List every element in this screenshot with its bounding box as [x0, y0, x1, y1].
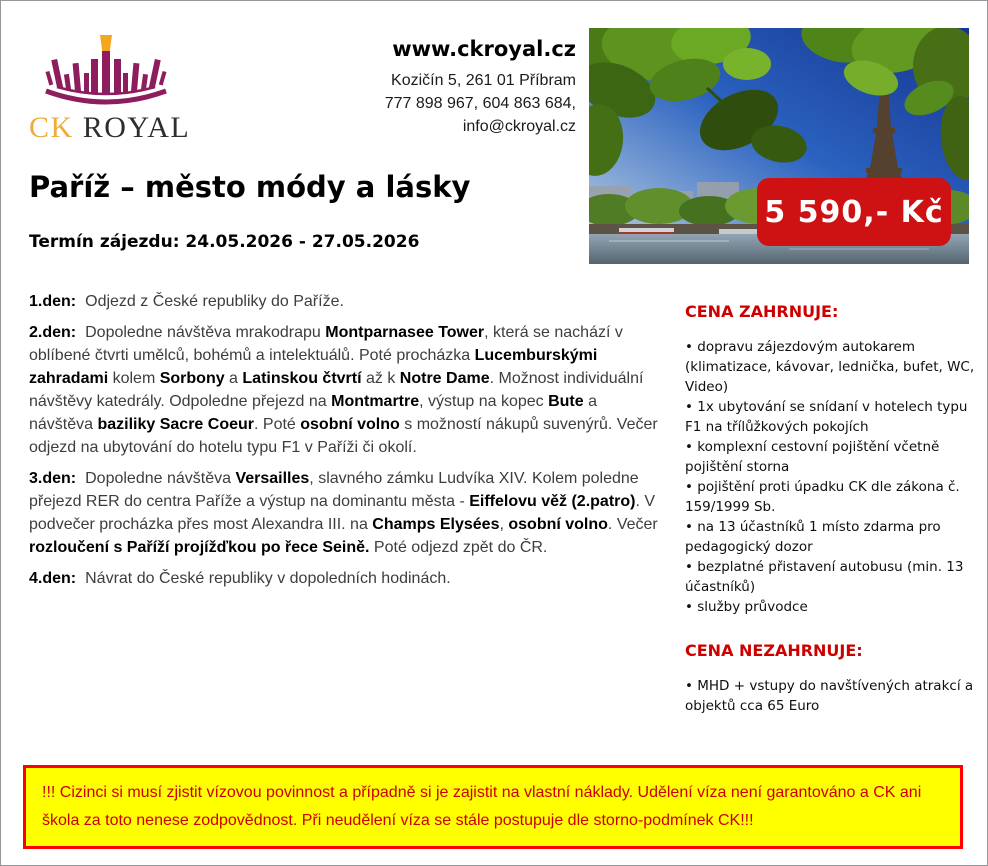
page-title: Paříž – město módy a lásky: [29, 170, 471, 204]
bullet-item: • pojištění proti úpadku CK dle zákona č. 159/1999 Sb.: [685, 479, 960, 515]
contact-block: [256, 37, 576, 138]
bullet-item: • dopravu zájezdovým autokarem (klimatizace, kávovar, lednička, bufet, WC, Video): [685, 339, 975, 395]
day-text: s možností nákupů suvenýrů. Večer odjezd na ubytování do hotelu typu F1 v Paříži či okolí.: [29, 416, 658, 456]
trip-term: Termín zájezdu: 24.05.2026 - 27.05.2026: [29, 232, 420, 252]
day-text-bold: rozloučení s Paříží projížďkou po řece Seině.: [29, 539, 370, 556]
day-text: . Poté: [254, 416, 301, 433]
day-text: Dopoledne návštěva: [85, 470, 236, 487]
day-label: 1.den:: [29, 293, 77, 310]
day-text-bold: Sorbony: [159, 370, 225, 387]
day-text-bold: Bute: [548, 393, 584, 410]
day-text: , slavného zámku Ludvíka XIV. Kolem poledne přejezd RER do centra Paříže a výstup na dominantu města -: [29, 470, 639, 510]
day-text-bold: Montparnasee Tower: [325, 324, 485, 341]
day-text-bold: Montmartre: [331, 393, 420, 410]
bullet-item: • služby průvodce: [685, 599, 808, 615]
itinerary: [29, 290, 665, 598]
price-includes-list: [685, 337, 977, 617]
bullet-item: • bezplatné přistavení autobusu (min. 13 účastníků): [685, 559, 964, 595]
day-text: Dopoledne návštěva mrakodrapu: [85, 324, 326, 341]
bullet-item: • na 13 účastníků 1 místo zdarma pro pedagogický dozor: [685, 519, 941, 555]
day-text-bold: Latinskou čtvrtí: [242, 370, 362, 387]
day-text: , výstup na kopec: [419, 393, 549, 410]
day-text-bold: Lucemburskými zahradami: [29, 347, 598, 387]
day-text: kolem: [108, 370, 160, 387]
day-text: Poté odjezd zpět do ČR.: [369, 539, 548, 556]
day-label: 2.den:: [29, 324, 77, 341]
crown-icon: [41, 33, 171, 111]
day-text-bold: Eiffelovu věž (2.patro): [469, 493, 636, 510]
day-text: až k: [361, 370, 400, 387]
ck-royal-logo: [29, 33, 191, 145]
price-badge: 5 590,- Kč: [757, 178, 951, 246]
pricing-column: [685, 302, 977, 716]
day-text: . V podvečer procházka přes most Alexandra III. na: [29, 493, 656, 533]
bullet-item: • MHD + vstupy do navštívených atrakcí a objektů cca 65 Euro: [685, 678, 974, 714]
visa-warning-box: [23, 765, 963, 849]
logo-ck-text: CK: [29, 111, 74, 144]
logo-wordmark: [29, 111, 191, 145]
day-text-bold: osobní volno: [300, 416, 400, 433]
day-text: Odjezd z České republiky do Paříže.: [85, 293, 344, 310]
email-line[interactable]: info@ckroyal.cz: [462, 118, 576, 135]
itinerary-day: [29, 290, 665, 313]
phone-line: 777 898 967, 604 863 684,: [384, 95, 576, 112]
day-text: a návštěva: [29, 393, 597, 433]
day-text-bold: osobní volno: [508, 516, 608, 533]
website-url[interactable]: www.ckroyal.cz: [392, 37, 576, 61]
bullet-item: • komplexní cestovní pojištění včetně pojištění storna: [685, 439, 940, 475]
paris-photo: [589, 28, 969, 264]
bullet-item: • 1x ubytování se snídaní v hotelech typu F1 na třílůžkových pokojích: [685, 399, 968, 435]
day-text-bold: Notre Dame: [399, 370, 490, 387]
day-text-bold: Versailles: [235, 470, 310, 487]
price-excludes-list: [685, 676, 977, 716]
address-line: Kozičín 5, 261 01 Příbram: [391, 72, 576, 89]
day-text: . Večer: [607, 516, 658, 533]
day-text-bold: Champs Elysées: [372, 516, 500, 533]
itinerary-day: [29, 567, 665, 590]
day-text: , která se nachází v oblíbené čtvrti umělců, bohémů a intelektuálů. Poté procházka: [29, 324, 623, 364]
day-text: Návrat do České republiky v dopoledních hodinách.: [85, 570, 451, 587]
price-excludes-heading: CENA NEZAHRNUJE:: [685, 641, 863, 660]
visa-warning-text: !!! Cizinci si musí zjistit vízovou povinnost a případně si je zajistit na vlastní náklady. Udělení víza není garantováno a CK ani škola za toto nenese zodpovědnost. Při neudělení víza se stále postupuje dle storno-podmínek CK!!!: [42, 784, 922, 829]
day-text-bold: baziliky Sacre Coeur: [97, 416, 254, 433]
itinerary-day: [29, 467, 665, 559]
itinerary-day: [29, 321, 665, 459]
day-label: 3.den:: [29, 470, 77, 487]
price-includes-heading: CENA ZAHRNUJE:: [685, 302, 839, 321]
day-text: a: [224, 370, 243, 387]
day-text: . Možnost individuální návštěvy katedrály. Odpoledne přejezd na: [29, 370, 644, 410]
day-label: 4.den:: [29, 570, 77, 587]
day-text: ,: [499, 516, 509, 533]
logo-royal-text: ROYAL: [82, 111, 191, 144]
